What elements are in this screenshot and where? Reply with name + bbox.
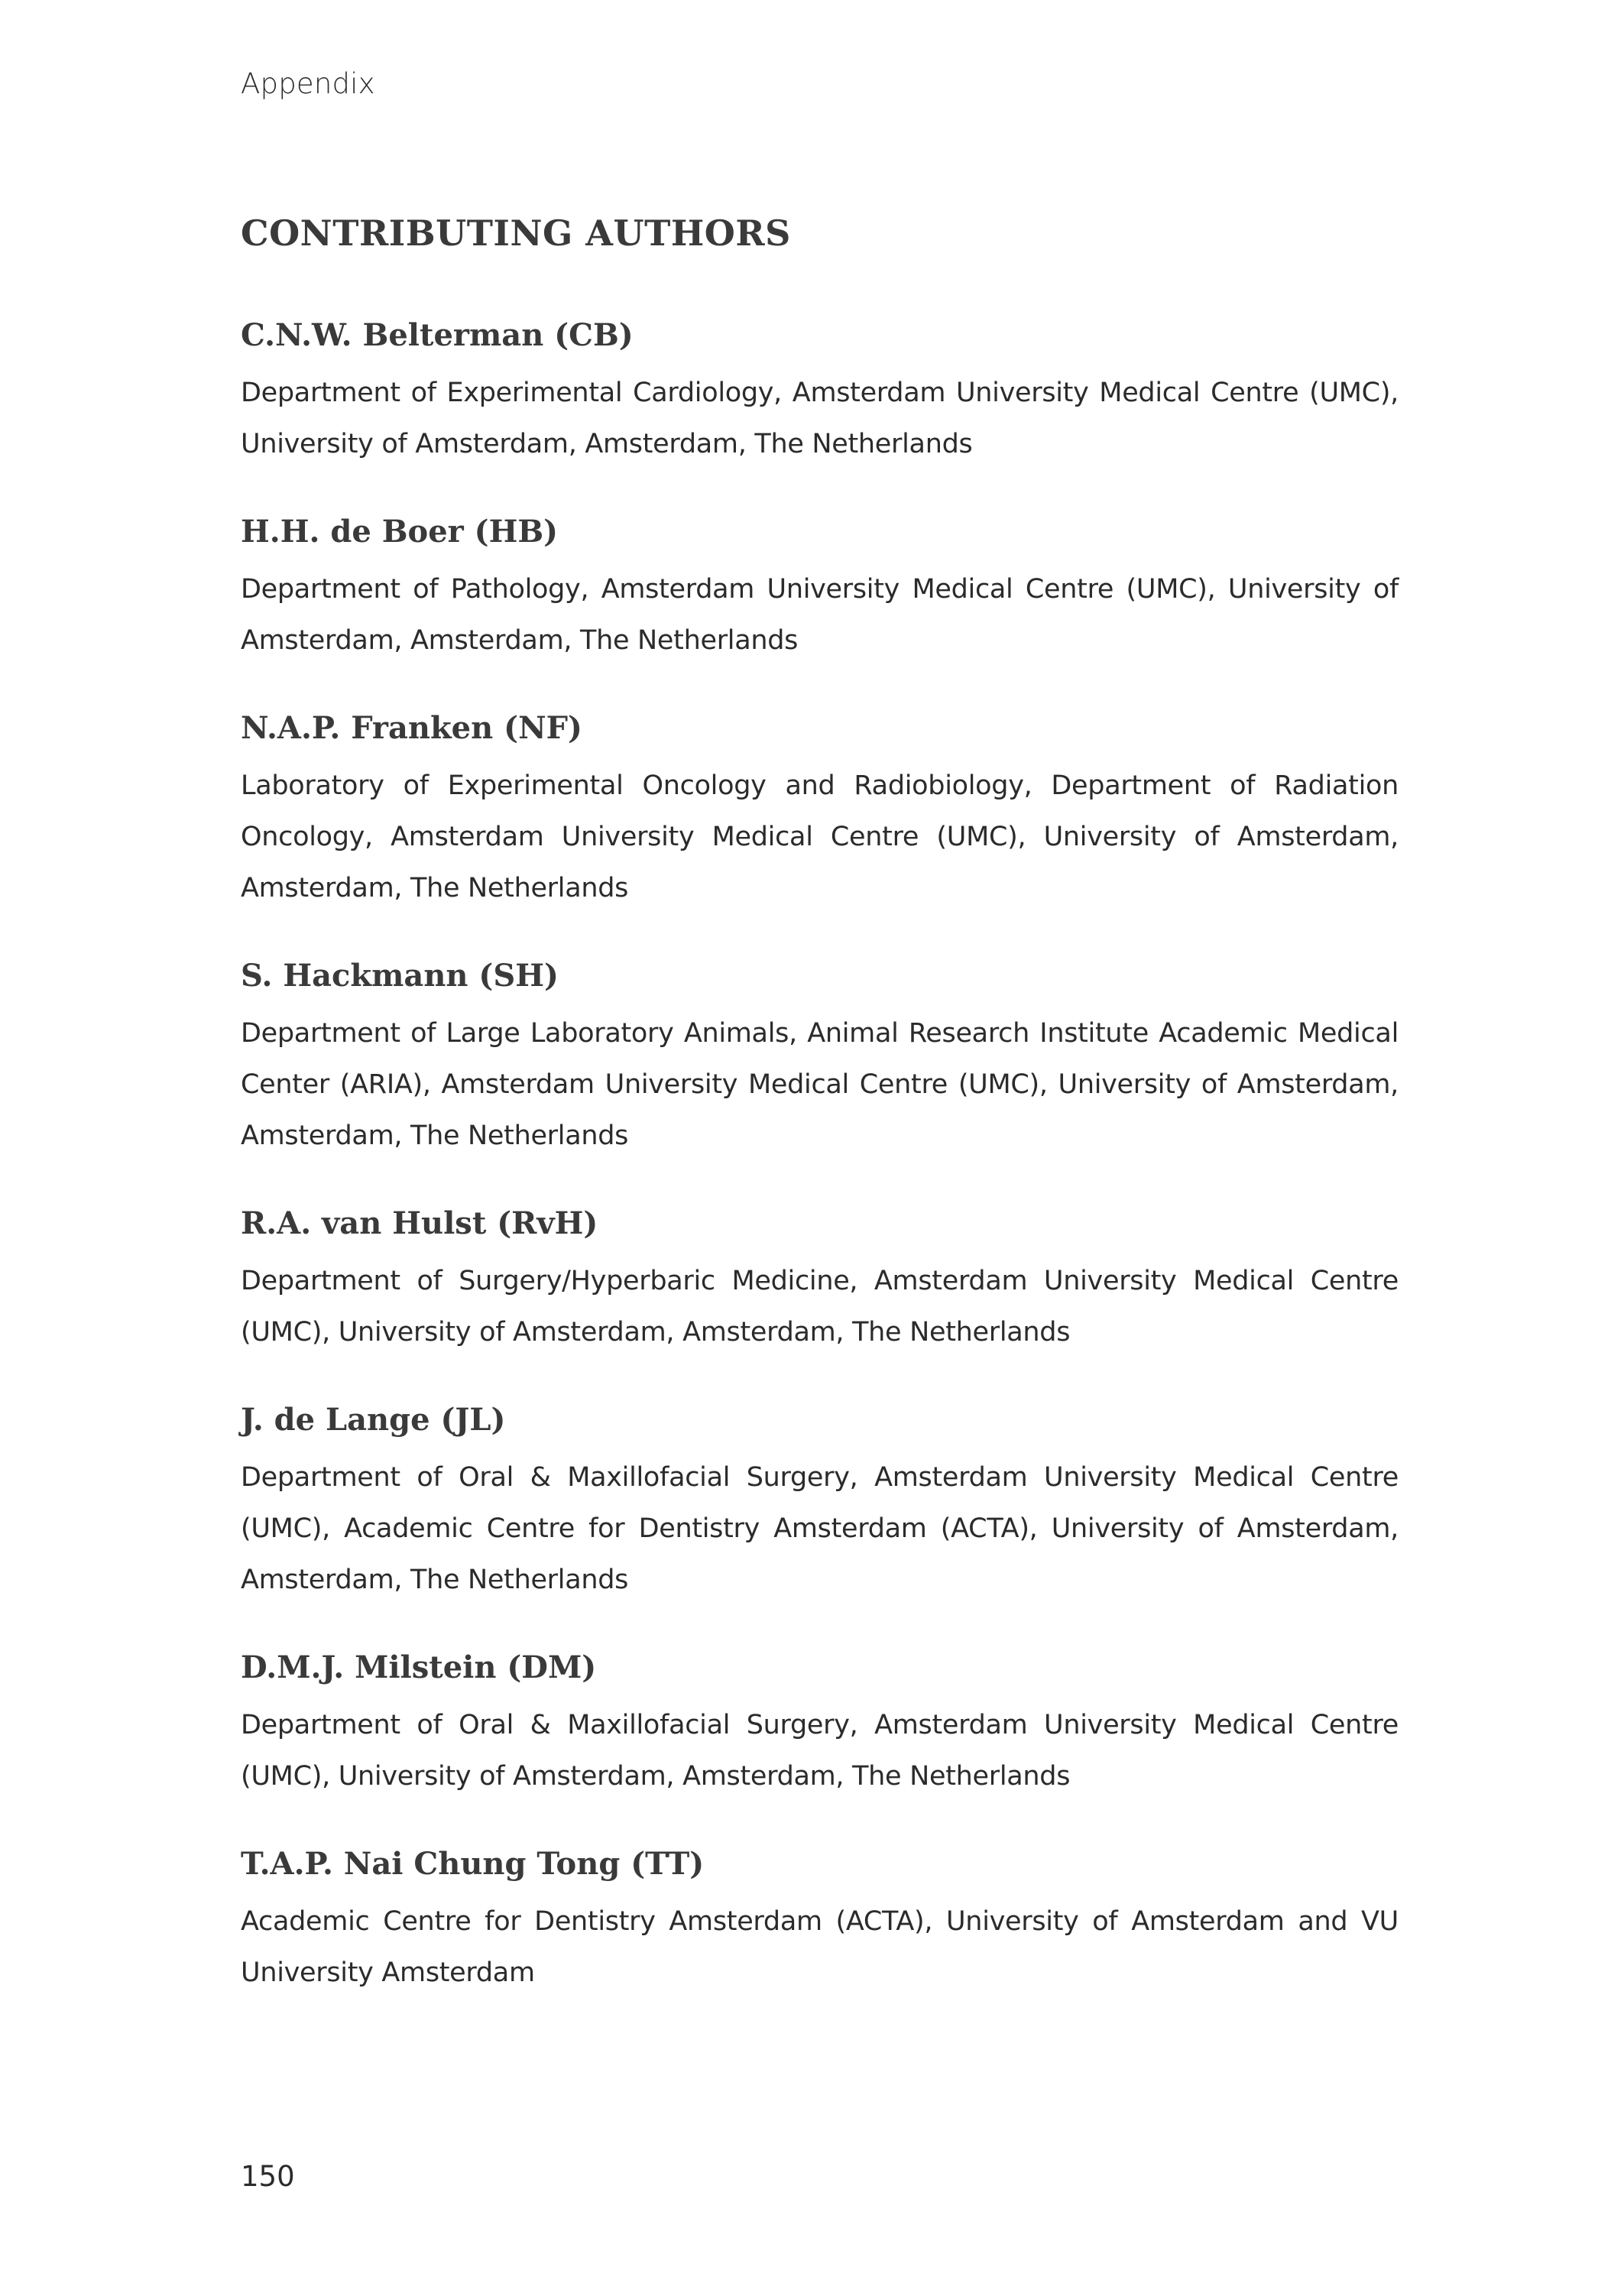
author-entry xyxy=(241,950,1399,1162)
author-entry xyxy=(241,1642,1399,1802)
author-affiliation: Department of Oral & Maxillofacial Surgery, Amsterdam University Medical Centre (UMC), University of Amsterdam, Amsterdam, The Netherlands xyxy=(241,1710,1399,1792)
running-head: Appendix xyxy=(241,67,375,100)
section-title: CONTRIBUTING AUTHORS xyxy=(241,212,791,254)
author-list xyxy=(241,310,1399,2035)
author-entry xyxy=(241,1198,1399,1358)
author-affiliation: Department of Surgery/Hyperbaric Medicine, Amsterdam University Medical Centre (UMC), University of Amsterdam, Amsterdam, The Netherlands xyxy=(241,1266,1399,1348)
author-entry xyxy=(241,1838,1399,1999)
author-affiliation: Department of Experimental Cardiology, Amsterdam University Medical Centre (UMC), University of Amsterdam, Amsterdam, The Netherlands xyxy=(241,378,1399,459)
author-name: C.N.W. Belterman (CB) xyxy=(241,317,634,353)
author-name: H.H. de Boer (HB) xyxy=(241,514,559,550)
author-affiliation: Department of Large Laboratory Animals, Animal Research Institute Academic Medical Center (ARIA), Amsterdam University Medical Centre (UMC), University of Amsterdam, Amsterdam, The Netherlands xyxy=(241,1018,1399,1151)
author-name: J. de Lange (JL) xyxy=(241,1402,506,1438)
author-name: T.A.P. Nai Chung Tong (TT) xyxy=(241,1846,705,1882)
page-number: 150 xyxy=(241,2160,295,2193)
author-name: R.A. van Hulst (RvH) xyxy=(241,1205,598,1241)
author-name: N.A.P. Franken (NF) xyxy=(241,710,582,746)
author-name: S. Hackmann (SH) xyxy=(241,958,559,994)
author-entry xyxy=(241,1394,1399,1606)
author-affiliation: Department of Pathology, Amsterdam University Medical Centre (UMC), University of Amsterdam, Amsterdam, The Netherlands xyxy=(241,574,1399,656)
author-entry xyxy=(241,702,1399,914)
author-entry xyxy=(241,310,1399,470)
author-affiliation: Academic Centre for Dentistry Amsterdam (ACTA), University of Amsterdam and VU University Amsterdam xyxy=(241,1906,1399,1988)
author-entry xyxy=(241,506,1399,666)
author-name: D.M.J. Milstein (DM) xyxy=(241,1649,597,1685)
author-affiliation: Laboratory of Experimental Oncology and Radiobiology, Department of Radiation Oncology, Amsterdam University Medical Centre (UMC), University of Amsterdam, Amsterdam, The Netherlands xyxy=(241,770,1399,903)
author-affiliation: Department of Oral & Maxillofacial Surgery, Amsterdam University Medical Centre (UMC), Academic Centre for Dentistry Amsterdam (ACTA), University of Amsterdam, Amsterdam, The Netherlands xyxy=(241,1462,1399,1595)
